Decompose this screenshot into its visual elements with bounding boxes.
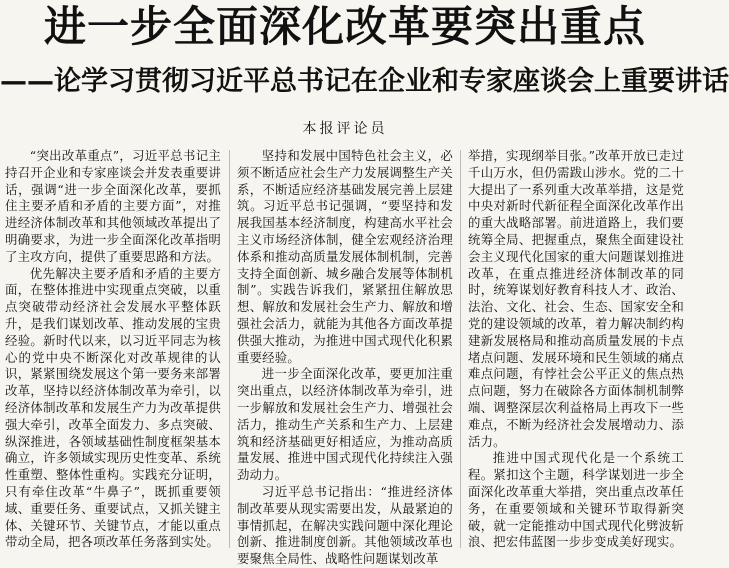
paragraph: 举措，实现纲举目张。”改革开放已走过千山万水，但仍需跋山涉水。党的二十大提出了一系列重大改革举措，这是党中央对新时代新征程全面深化改革作出的重大战略部署。前进道路上，我们要统筹全局、把握重点，聚焦全面建设社会主义现代化国家的重大问题谋划推进改革，在重点推进经济体制改革的同时，统筹谋划好教育科技人才、政治、法治、文化、社会、生态、国家安全和党的建设领域的改革，着力解决制约构建新发展格局和推动高质量发展的卡点堵点问题、发展环境和民生领域的痛点难点问题，有悖社会公平正义的焦点热点问题，努力在破除各方面体制机制弊端、调整深层次利益格局上再攻下一些难点，不断为经济社会发展增动力、添活力。 (468, 148, 684, 449)
article-column-2 (237, 148, 453, 567)
byline: 本报评论员 (302, 121, 388, 137)
article-column-1 (5, 148, 221, 550)
paragraph: 优先解决主要矛盾和矛盾的主要方面，在整体推进中实现重点突破，以重点突破带动经济社会发展水平整体跃升，是我们谋划改革、推动发展的宝贵经验。新时代以来，以习近平同志为核心的党中央不断深化对改革规律的认识，紧紧围绕发展这个第一要务来部署改革，坚持以经济体制改革为牵引，以经济体制改革和发展生产力为改革提供强大牵引，改革全面发力、多点突破、纵深推进，各领域基础性制度框架基本确立，许多领域实现历史性变革、系统性重塑、整体性重构。实践充分证明，只有牵住改革“牛鼻子”，既抓重要领域、重要任务、重要试点，又抓关键主体、关键环节、关键节点，才能以重点带动全局，把各项改革任务落到实处。 (5, 265, 221, 550)
column-divider (229, 150, 230, 548)
article-column-3 (468, 148, 684, 550)
paragraph: 坚持和发展中国特色社会主义，必须不断适应社会生产力发展调整生产关系，不断适应经济基础发展完善上层建筑。习近平总书记强调，“要坚持和发展我国基本经济制度，构建高水平社会主义市场经济体制，健全宏观经济治理体系和推动高质量发展体制机制，完善支持全面创新、城乡融合发展等体制机制”。实践告诉我们，紧紧扭住解放思想、解放和发展社会生产力、解放和增强社会活力，就能为其他各方面改革提供强大推动，为推进中国式现代化积累重要经验。 (237, 148, 453, 365)
column-divider (460, 150, 461, 548)
headline: 进一步全面深化改革要突出重点 (43, 2, 646, 51)
paragraph: 推进中国式现代化是一个系统工程。紧扣这个主题，科学谋划进一步全面深化改革重大举措，突出重点改革任务，在重要领域和关键环节取得新突破，就一定能推动中国式现代化劈波斩浪、把宏伟蓝图一步步变成美好现实。 (468, 450, 684, 550)
paragraph: 习近平总书记指出：“推进经济体制改革要从现实需要出发，从最紧迫的事情抓起，在解决实践问题中深化理论创新、推进制度创新。其他领域改革也要聚焦全局性、战略性问题谋划改革 (237, 483, 453, 567)
paragraph: 进一步全面深化改革，要更加注重突出重点，以经济体制改革为牵引，进一步解放和发展社会生产力、增强社会活力，推动生产关系和生产力、上层建筑和经济基础更好相适应，为推动高质量发展、推进中国式现代化持续注入强劲动力。 (237, 366, 453, 483)
paragraph: “突出改革重点”，习近平总书记主持召开企业和专家座谈会并发表重要讲话，强调“进一步全面深化改革，要抓住主要矛盾和矛盾的主要方面”，对推进经济体制改革和其他领域改革提出了明确要求，为进一步全面深化改革指明了主攻方向，提供了重要思路和方法。 (5, 148, 221, 264)
subtitle: ——论学习贯彻习近平总书记在企业和专家座谈会上重要讲话 (0, 66, 729, 97)
